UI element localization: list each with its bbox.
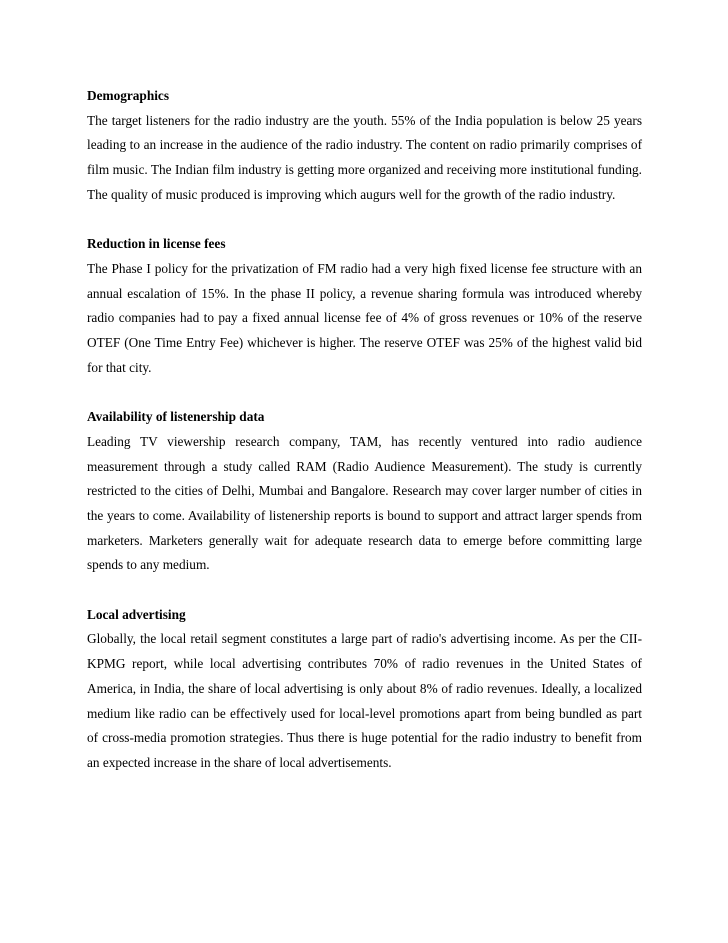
section-heading: Reduction in license fees	[87, 236, 226, 252]
section-license-fees	[87, 232, 642, 380]
section-body: The Phase I policy for the privatization of FM radio had a very high fixed license fee structure with an annual escalation of 15%. In the phase II policy, a revenue sharing formula was introduced whereby radio companies had to pay a fixed annual license fee of 4% of gross revenues or 10% of the reserve OTEF (One Time Entry Fee) whichever is higher. The reserve OTEF was 25% of the highest valid bid for that city.	[87, 260, 642, 375]
section-heading: Local advertising	[87, 606, 186, 622]
section-local-advertising	[87, 603, 642, 776]
section-heading: Availability of listenership data	[87, 409, 265, 425]
section-body: Leading TV viewership research company, TAM, has recently ventured into radio audience measurement through a study called RAM (Radio Audience Measurement). The study is currently restricted to the cities of Delhi, Mumbai and Bangalore. Research may cover larger number of cities in the years to come. Availability of listenership reports is bound to support and attract larger spends from marketers. Marketers generally wait for adequate research data to emerge before committing large spends to any medium.	[87, 433, 642, 573]
section-heading: Demographics	[87, 88, 169, 103]
section-demographics	[87, 84, 642, 208]
section-listenership-data	[87, 405, 642, 578]
section-body: The target listeners for the radio industry are the youth. 55% of the India population is below 25 years leading to an increase in the audience of the radio industry. The content on radio primarily comprises of film music. The Indian film industry is getting more organized and receiving more institutional funding. The quality of music produced is improving which augurs well for the growth of the radio industry.	[87, 112, 642, 202]
section-body: Globally, the local retail segment constitutes a large part of radio's advertising income. As per the CII-KPMG report, while local advertising contributes 70% of radio revenues in the United States of America, in India, the share of local advertising is only about 8% of radio revenues. Ideally, a localized medium like radio can be effectively used for local-level promotions apart from being bundled as part of cross-media promotion strategies. Thus there is huge potential for the radio industry to benefit from an expected increase in the share of local advertisements.	[87, 631, 642, 770]
document-page	[87, 84, 642, 800]
